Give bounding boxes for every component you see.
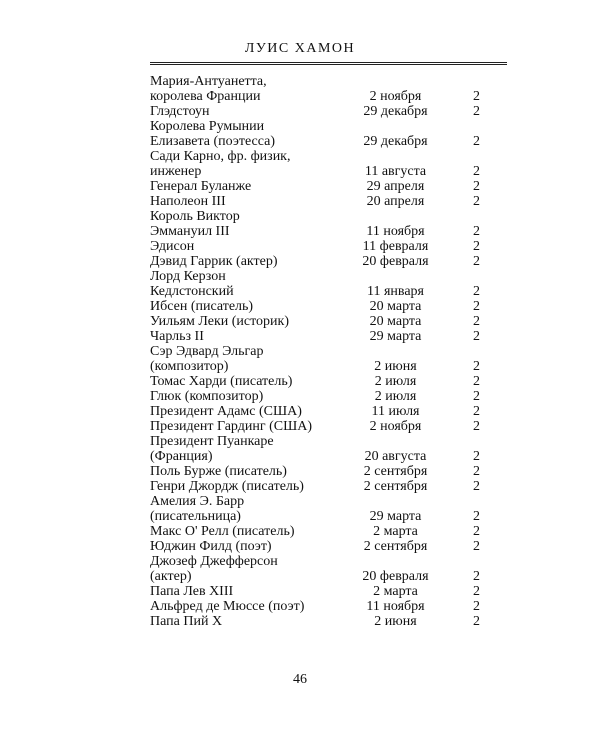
entry-number: 2 — [473, 254, 480, 269]
entry-number: 2 — [473, 419, 480, 434]
table-row — [150, 104, 480, 119]
entry-number: 2 — [473, 164, 480, 179]
entry-date: 2 сентября — [363, 464, 428, 479]
entry-date: 11 января — [367, 284, 424, 299]
entry-name: Глэдстоун — [150, 104, 210, 119]
entry-date: 2 ноября — [369, 89, 422, 104]
entry-name: Президент Гардинг (США) — [150, 419, 312, 434]
table-row — [150, 194, 480, 209]
entry-date: 20 февраля — [362, 569, 429, 584]
entry-date: 20 августа — [364, 449, 427, 464]
entry-name: Дэвид Гаррик (актер) — [150, 254, 278, 269]
entry-number: 2 — [473, 284, 480, 299]
entry-date: 11 ноября — [366, 599, 425, 614]
entry-name: (Франция) — [150, 449, 213, 464]
entry-number: 2 — [473, 479, 480, 494]
table-row — [150, 509, 480, 524]
table-row — [150, 359, 480, 374]
entry-name: Ибсен (писатель) — [150, 299, 254, 314]
table-row — [150, 539, 480, 554]
entry-date: 2 июля — [374, 389, 417, 404]
entry-number: 2 — [473, 134, 480, 149]
entry-number: 2 — [473, 569, 480, 584]
entry-name: Папа Пий X — [150, 614, 223, 629]
entry-number: 2 — [473, 464, 480, 479]
table-row — [150, 164, 480, 179]
entry-name: Елизавета (поэтесса) — [150, 134, 276, 149]
entry-number: 2 — [473, 584, 480, 599]
entry-date: 2 ноября — [369, 419, 422, 434]
entry-name: Наполеон III — [150, 194, 226, 209]
entry-name: Макс О' Релл (писатель) — [150, 524, 295, 539]
entry-name: Мария-Антуанетта, — [150, 74, 267, 89]
entry-date: 2 сентября — [363, 479, 428, 494]
entry-name: Президент Пуанкаре — [150, 434, 274, 449]
table-row — [150, 269, 480, 284]
birthdays-table — [150, 74, 480, 629]
entry-date: 2 июня — [374, 614, 417, 629]
table-row — [150, 479, 480, 494]
table-row — [150, 434, 480, 449]
entry-name: Король Виктор — [150, 209, 240, 224]
entry-name: Глюк (композитор) — [150, 389, 264, 404]
entry-date: 29 апреля — [366, 179, 425, 194]
table-row — [150, 524, 480, 539]
entry-number: 2 — [473, 449, 480, 464]
entry-name: Генри Джордж (писатель) — [150, 479, 304, 494]
entry-number: 2 — [473, 104, 480, 119]
page-number: 46 — [293, 672, 307, 687]
table-row — [150, 179, 480, 194]
table-row — [150, 554, 480, 569]
entry-number: 2 — [473, 524, 480, 539]
table-row — [150, 419, 480, 434]
entry-date: 20 марта — [369, 299, 422, 314]
table-row — [150, 374, 480, 389]
entry-date: 2 марта — [373, 584, 418, 599]
entry-number: 2 — [473, 389, 480, 404]
entry-name: (писательница) — [150, 509, 241, 524]
entry-date: 2 июля — [374, 374, 417, 389]
entry-date: 29 декабря — [363, 104, 428, 119]
entry-date: 29 декабря — [363, 134, 428, 149]
entry-date: 20 апреля — [366, 194, 425, 209]
entry-number: 2 — [473, 539, 480, 554]
table-row — [150, 449, 480, 464]
entry-name: Чарльз II — [150, 329, 204, 344]
entry-name: Эдисон — [150, 239, 195, 254]
table-row — [150, 614, 480, 629]
entry-date: 11 февраля — [362, 239, 429, 254]
table-row — [150, 284, 480, 299]
entry-date: 20 февраля — [362, 254, 429, 269]
entry-name: Джозеф Джефферсон — [150, 554, 278, 569]
entry-name: Папа Лев XIII — [150, 584, 234, 599]
header-rule — [150, 62, 507, 63]
entry-number: 2 — [473, 614, 480, 629]
entry-name: Кедлстонский — [150, 284, 234, 299]
table-row — [150, 149, 480, 164]
entry-number: 2 — [473, 329, 480, 344]
entry-name: (актер) — [150, 569, 192, 584]
entry-name: Томас Харди (писатель) — [150, 374, 293, 389]
entry-number: 2 — [473, 359, 480, 374]
table-row — [150, 239, 480, 254]
table-row — [150, 74, 480, 89]
entry-date: 2 сентября — [363, 539, 428, 554]
entry-name: Королева Румынии — [150, 119, 265, 134]
entry-date: 29 марта — [369, 329, 422, 344]
entry-date: 11 июля — [371, 404, 420, 419]
entry-name: Альфред де Мюссе (поэт) — [150, 599, 305, 614]
entry-name: Лорд Керзон — [150, 269, 226, 284]
table-row — [150, 494, 480, 509]
entry-number: 2 — [473, 599, 480, 614]
table-row — [150, 209, 480, 224]
entry-name: Уильям Леки (историк) — [150, 314, 290, 329]
entry-date: 20 марта — [369, 314, 422, 329]
entry-name: Президент Адамс (США) — [150, 404, 302, 419]
table-row — [150, 314, 480, 329]
table-row — [150, 569, 480, 584]
table-row — [150, 119, 480, 134]
running-title: ЛУИС ХАМОН — [244, 41, 356, 56]
entry-name: Поль Бурже (писатель) — [150, 464, 287, 479]
table-row — [150, 344, 480, 359]
entry-number: 2 — [473, 89, 480, 104]
entry-name: (композитор) — [150, 359, 229, 374]
table-row — [150, 599, 480, 614]
table-row — [150, 89, 480, 104]
entry-number: 2 — [473, 179, 480, 194]
entry-name: Сади Карно, фр. физик, — [150, 149, 291, 164]
entry-name: королева Франции — [150, 89, 261, 104]
entry-number: 2 — [473, 194, 480, 209]
table-row — [150, 254, 480, 269]
entry-number: 2 — [473, 299, 480, 314]
entry-date: 11 августа — [364, 164, 427, 179]
entry-number: 2 — [473, 239, 480, 254]
entry-date: 2 марта — [373, 524, 418, 539]
table-row — [150, 134, 480, 149]
entry-number: 2 — [473, 404, 480, 419]
entry-name: Сэр Эдвард Эльгар — [150, 344, 264, 359]
entry-date: 2 июня — [374, 359, 417, 374]
entry-number: 2 — [473, 314, 480, 329]
entry-date: 11 ноября — [366, 224, 425, 239]
table-row — [150, 389, 480, 404]
entry-number: 2 — [473, 224, 480, 239]
entry-name: Амелия Э. Барр — [150, 494, 245, 509]
entry-name: инженер — [150, 164, 202, 179]
entry-name: Генерал Буланже — [150, 179, 252, 194]
table-row — [150, 299, 480, 314]
table-row — [150, 224, 480, 239]
entry-number: 2 — [473, 509, 480, 524]
entry-name: Эммануил III — [150, 224, 230, 239]
entry-number: 2 — [473, 374, 480, 389]
table-row — [150, 329, 480, 344]
entry-date: 29 марта — [369, 509, 422, 524]
table-row — [150, 584, 480, 599]
table-row — [150, 404, 480, 419]
table-row — [150, 464, 480, 479]
entry-name: Юджин Филд (поэт) — [150, 539, 272, 554]
